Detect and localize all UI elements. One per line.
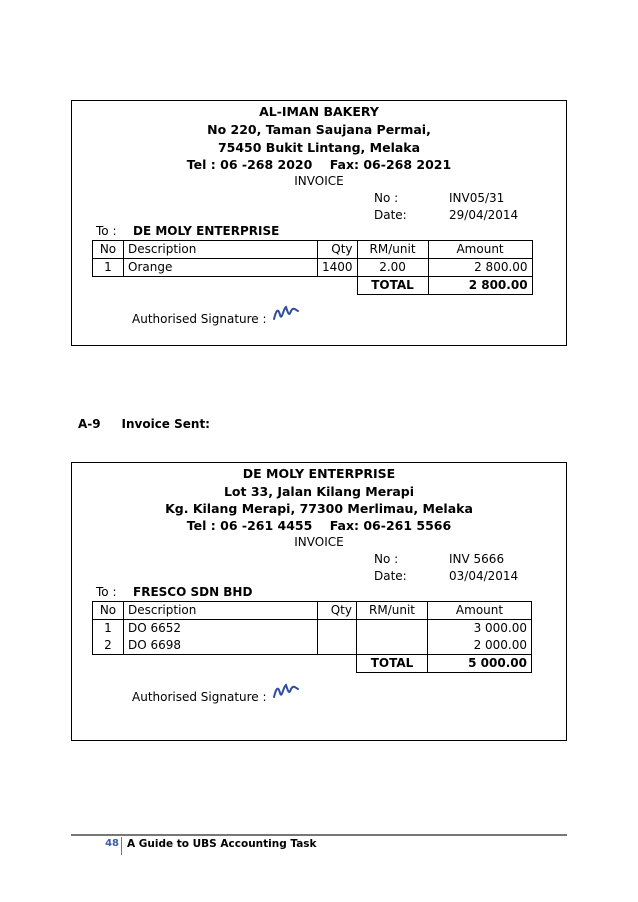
- company-address-line2: 75450 Bukit Lintang, Melaka: [217, 140, 421, 155]
- header-unit-price: RM/unit: [357, 241, 428, 259]
- row-description: Orange: [124, 259, 318, 277]
- signature-label: Authorised Signature :: [132, 690, 267, 704]
- header-qty: Qty: [318, 602, 357, 620]
- header-no: No: [93, 602, 124, 620]
- total-row: [93, 277, 533, 295]
- row-no: 1: [93, 620, 124, 638]
- row-no: 2: [93, 637, 124, 655]
- signature-icon: [272, 301, 302, 323]
- invoice-no-value: INV05/31: [449, 191, 505, 205]
- company-address-line1: Lot 33, Jalan Kilang Merapi: [223, 484, 415, 499]
- header-description: Description: [124, 602, 318, 620]
- invoice-items-table: [92, 601, 532, 673]
- table-header-row: [93, 602, 532, 620]
- table-header-row: [93, 241, 533, 259]
- signature-icon: [272, 679, 302, 701]
- company-name: DE MOLY ENTERPRISE: [242, 466, 396, 481]
- header-amount: Amount: [428, 241, 532, 259]
- footer-divider: [71, 834, 567, 836]
- invoice-al-iman-bakery: [71, 100, 567, 346]
- company-contact: Tel : 06 -261 4455 Fax: 06-261 5566: [186, 518, 452, 533]
- invoice-no-label: No :: [374, 191, 399, 205]
- row-no: 1: [93, 259, 124, 277]
- invoice-date-value: 03/04/2014: [449, 569, 519, 583]
- document-type: INVOICE: [294, 174, 344, 188]
- row-qty: 1400: [318, 259, 358, 277]
- page-number: 48: [105, 838, 119, 849]
- row-unit-price: 2.00: [357, 259, 428, 277]
- row-unit-price: [357, 637, 428, 655]
- total-row: [93, 655, 532, 673]
- company-contact: Tel : 06 -268 2020 Fax: 06-268 2021: [186, 157, 452, 172]
- invoice-date-label: Date:: [374, 208, 407, 222]
- row-qty: [318, 637, 357, 655]
- header-amount: Amount: [428, 602, 532, 620]
- header-no: No: [93, 241, 124, 259]
- row-unit-price: [357, 620, 428, 638]
- header-description: Description: [124, 241, 318, 259]
- header-unit-price: RM/unit: [357, 602, 428, 620]
- total-label: TOTAL: [357, 277, 428, 295]
- document-type: INVOICE: [294, 535, 344, 549]
- table-row: [93, 259, 533, 277]
- row-amount: 2 000.00: [428, 637, 532, 655]
- total-value: 2 800.00: [428, 277, 532, 295]
- section-heading: A-9 Invoice Sent:: [78, 417, 210, 431]
- to-label: To :: [96, 224, 117, 238]
- footer-separator: [121, 837, 122, 855]
- invoice-no-label: No :: [374, 552, 399, 566]
- footer-title: A Guide to UBS Accounting Task: [127, 838, 317, 850]
- row-qty: [318, 620, 357, 638]
- total-label: TOTAL: [357, 655, 428, 673]
- company-address-line2: Kg. Kilang Merapi, 77300 Merlimau, Melaka: [165, 501, 473, 516]
- to-value: FRESCO SDN BHD: [133, 585, 253, 599]
- header-qty: Qty: [318, 241, 358, 259]
- total-value: 5 000.00: [428, 655, 532, 673]
- row-description: DO 6698: [124, 637, 318, 655]
- invoice-date-value: 29/04/2014: [449, 208, 519, 222]
- row-description: DO 6652: [124, 620, 318, 638]
- row-amount: 2 800.00: [428, 259, 532, 277]
- company-address-line1: No 220, Taman Saujana Permai,: [207, 122, 431, 137]
- invoice-date-label: Date:: [374, 569, 407, 583]
- invoice-de-moly-enterprise: [71, 462, 567, 741]
- to-label: To :: [96, 585, 117, 599]
- table-row: [93, 637, 532, 655]
- invoice-items-table: [92, 240, 533, 295]
- to-value: DE MOLY ENTERPRISE: [133, 224, 280, 238]
- signature-label: Authorised Signature :: [132, 312, 267, 326]
- row-amount: 3 000.00: [428, 620, 532, 638]
- company-name: AL-IMAN BAKERY: [259, 104, 379, 119]
- table-row: [93, 620, 532, 638]
- invoice-no-value: INV 5666: [449, 552, 505, 566]
